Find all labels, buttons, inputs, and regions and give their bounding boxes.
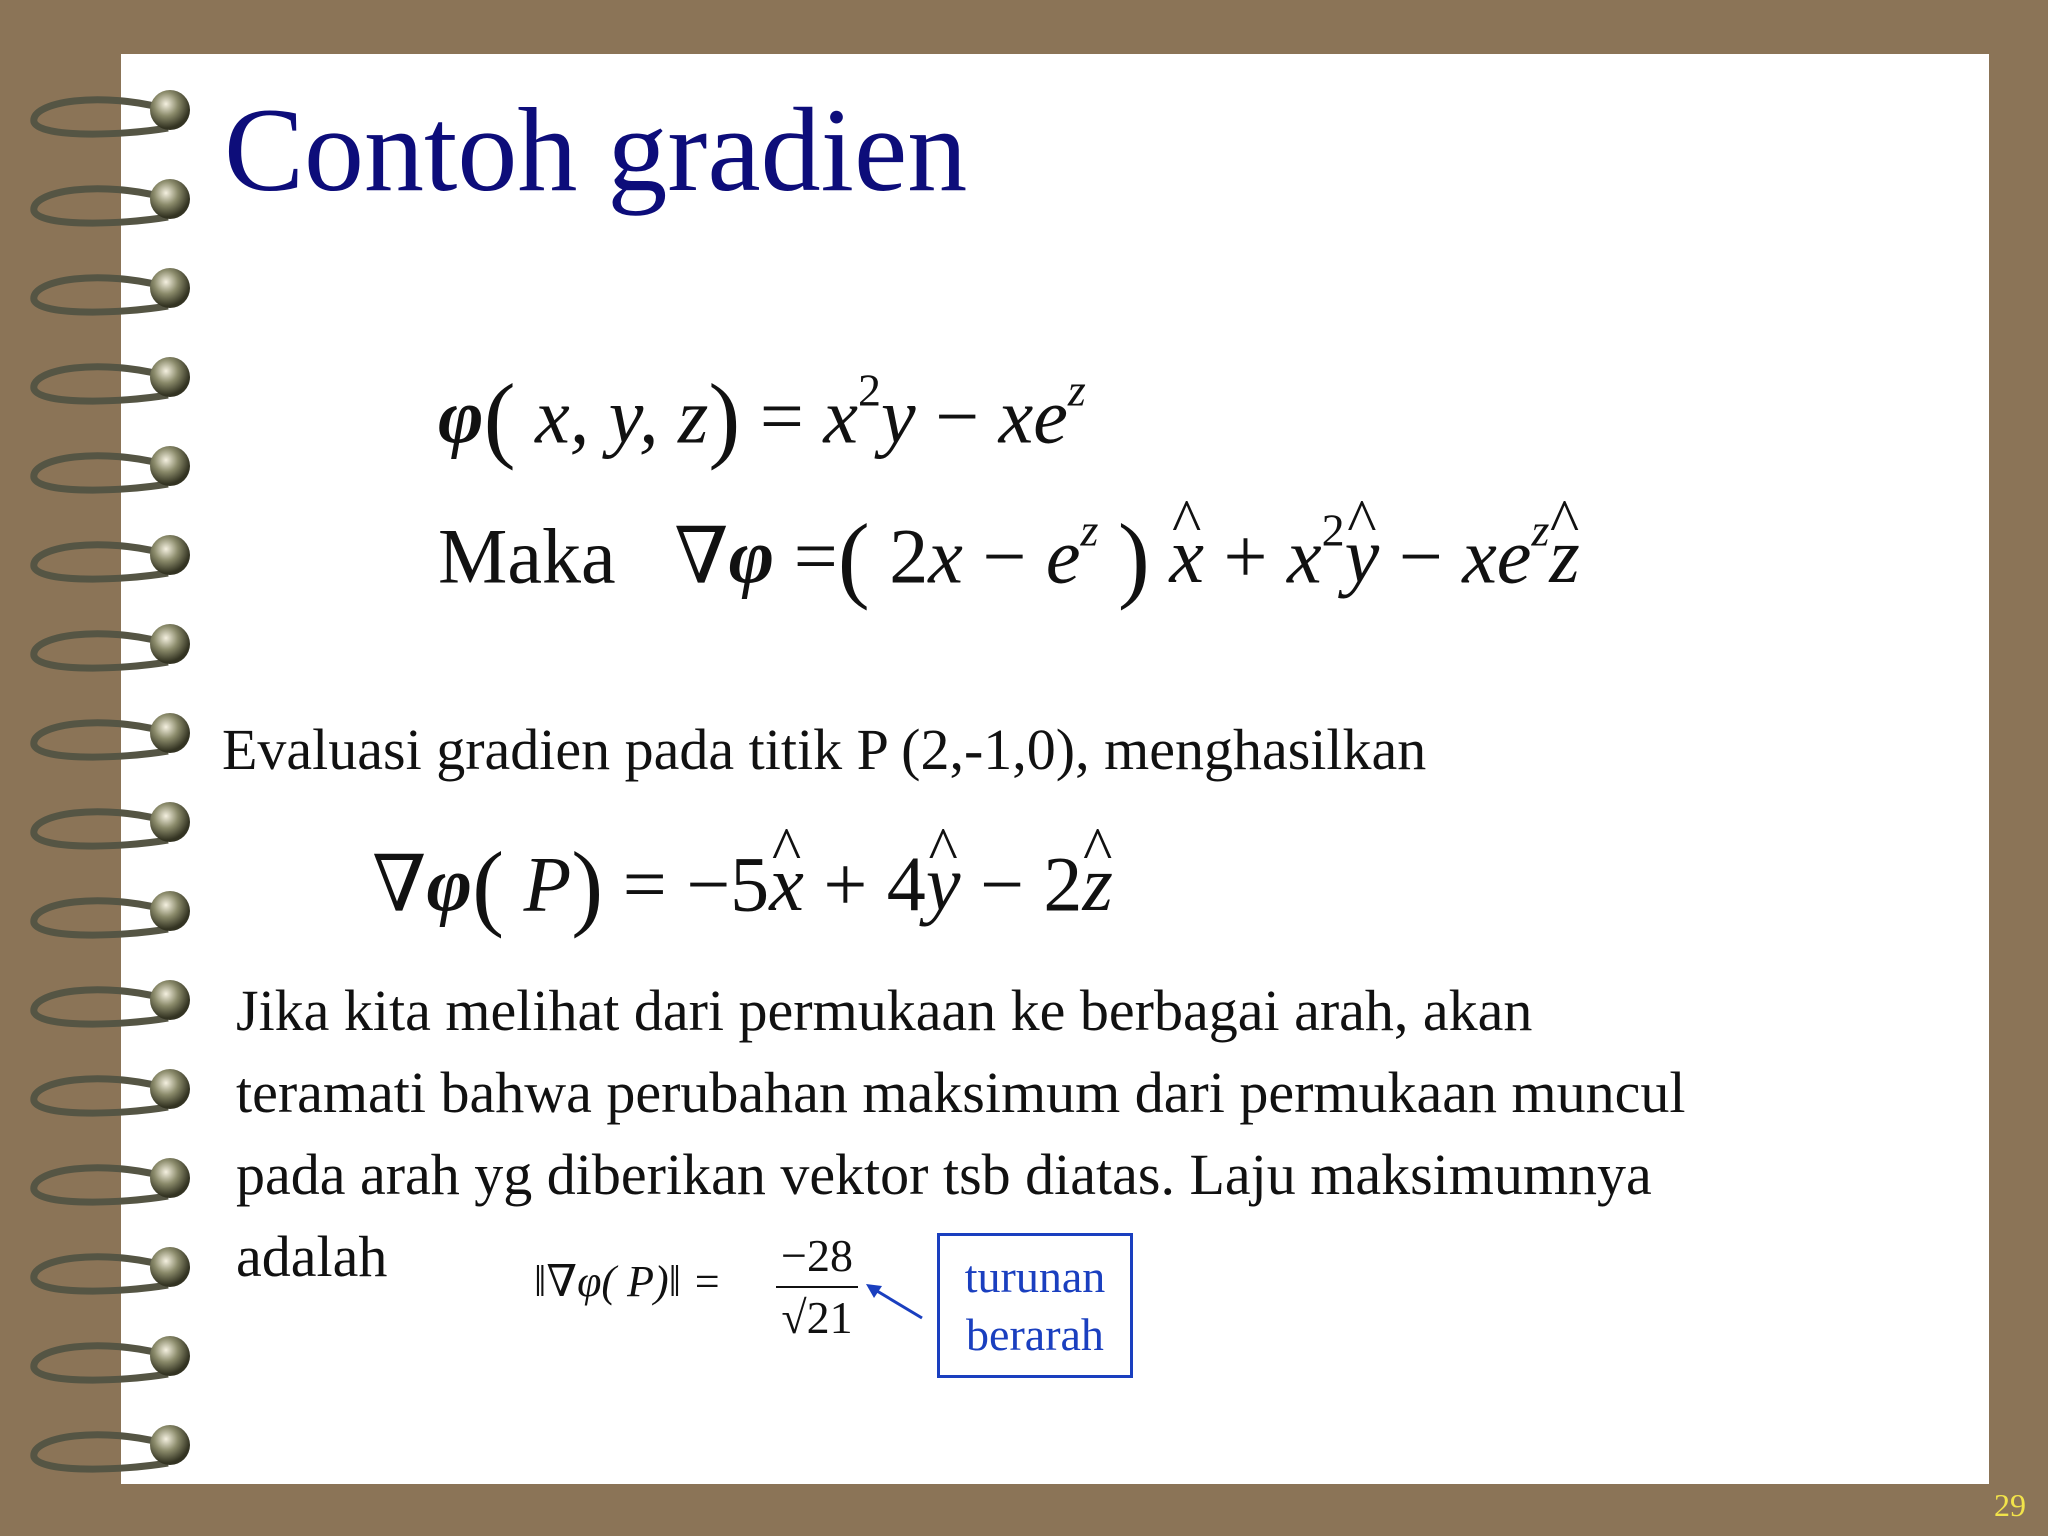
spiral-hole <box>150 624 190 664</box>
evaluation-text: Evaluasi gradien pada titik P (2,-1,0), menghasilkan <box>222 717 1427 782</box>
page-number: 29 <box>1994 1487 2026 1523</box>
spiral-hole <box>150 1425 190 1465</box>
spiral-ring <box>34 1168 170 1202</box>
spiral-hole <box>150 1336 190 1376</box>
spiral-hole <box>150 446 190 486</box>
paragraph-line: Jika kita melihat dari permukaan ke berbagai arah, akan <box>236 978 1533 1043</box>
paragraph-line: adalah <box>236 1224 388 1289</box>
spiral-hole <box>150 268 190 308</box>
spiral-ring <box>34 901 170 935</box>
spiral-ring <box>34 1079 170 1113</box>
spiral-hole <box>150 357 190 397</box>
spiral-ring <box>34 812 170 846</box>
paragraph-line: teramati bahwa perubahan maksimum dari permukaan muncul <box>236 1060 1686 1125</box>
spiral-hole <box>150 802 190 842</box>
spiral-hole <box>150 1158 190 1198</box>
spiral-ring <box>34 367 170 401</box>
norm-numerator: −28 <box>776 1226 858 1288</box>
spiral-ring <box>34 545 170 579</box>
gradient-equation: Maka ∇φ =( $2x - e^z$ ) ^ $x + x^2\^{}$ $y - xe^z\^{}$ z <box>438 510 1580 606</box>
spiral-ring <box>34 278 170 312</box>
callout-line: turunan <box>964 1251 1106 1302</box>
spiral-hole <box>150 535 190 575</box>
callout-line: berarah <box>966 1309 1104 1360</box>
spiral-hole <box>150 713 190 753</box>
spiral-hole <box>150 1069 190 1109</box>
spiral-ring <box>34 100 170 134</box>
spiral-binding-icon <box>0 0 240 1536</box>
spiral-ring <box>34 189 170 223</box>
spiral-ring <box>34 456 170 490</box>
phi-definition-equation: φ( x, y, $z) = x^2y - xe^z$ <box>438 364 1086 471</box>
spiral-hole <box>150 1247 190 1287</box>
spiral-ring <box>34 1435 170 1469</box>
spiral-ring <box>34 990 170 1024</box>
arrow-icon <box>862 1278 942 1328</box>
paragraph-line: pada arah yg diberikan vektor tsb diatas. Laju maksimumnya <box>236 1142 1652 1207</box>
spiral-ring <box>34 1346 170 1380</box>
norm-equation-lhs: ‖∇φ( P)‖ = <box>534 1257 722 1306</box>
spiral-hole <box>150 179 190 219</box>
spiral-ring <box>34 1257 170 1291</box>
callout-box <box>937 1233 1133 1378</box>
slide-title: Contoh gradien <box>224 83 968 216</box>
spiral-ring <box>34 723 170 757</box>
spiral-hole <box>150 891 190 931</box>
norm-fraction <box>776 1226 858 1348</box>
norm-denominator: √21 <box>781 1292 853 1343</box>
spiral-ring <box>34 634 170 668</box>
maka-label: Maka <box>438 512 616 600</box>
gradient-at-p-equation: ∇φ( P) = −5^ x + 4^ y − 2^ z <box>372 838 1113 934</box>
spiral-hole <box>150 980 190 1020</box>
spiral-hole <box>150 90 190 130</box>
